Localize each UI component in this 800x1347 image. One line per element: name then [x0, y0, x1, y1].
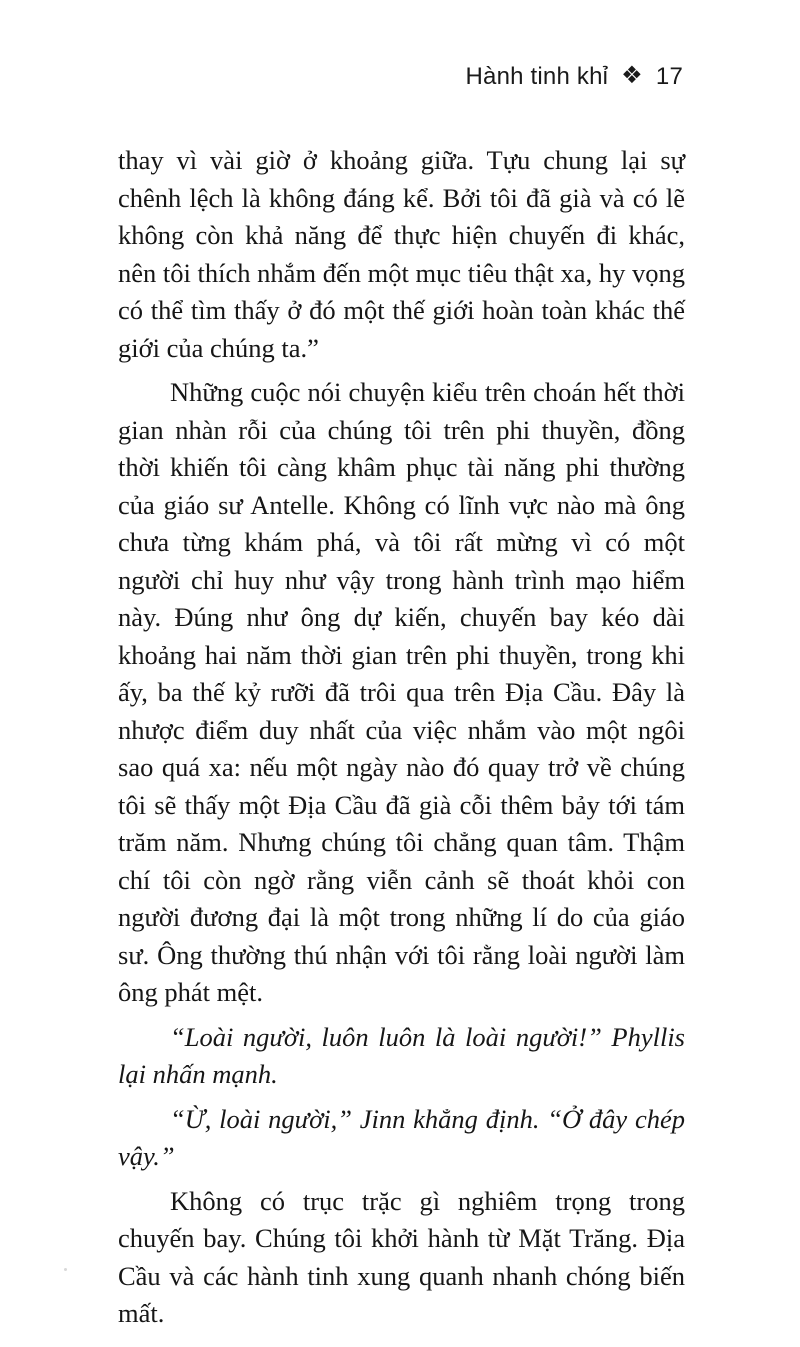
ornament-icon: ❖ — [621, 62, 643, 89]
page-number: 17 — [655, 62, 683, 90]
running-header — [465, 62, 683, 91]
paragraph-continuation: thay vì vài giờ ở khoảng giữa. Tựu chung lại sự chênh lệch là không đáng kể. Bởi tôi đã già và có lẽ không còn khả năng để thực hiện chuyến đi khác, nên tôi thích nhắm đến một mục tiêu thật xa, hy vọng có thể tìm thấy ở đó một thế giới hoàn toàn khác thế giới của chúng ta.” — [118, 145, 685, 363]
paragraph-jinn-quote: “Ừ, loài người,” Jinn khẳng định. “Ở đây chép vậy.” — [118, 1103, 685, 1171]
scan-speck — [64, 1268, 67, 1271]
body-text — [118, 142, 685, 1333]
chapter-title: Hành tinh khỉ — [465, 62, 609, 90]
paragraph-flight: Không có trục trặc gì nghiêm trọng trong chuyến bay. Chúng tôi khởi hành từ Mặt Trăng. Địa Cầu và các hành tinh xung quanh nhanh chóng biến mất. — [118, 1185, 685, 1328]
paragraph-narrative: Những cuộc nói chuyện kiểu trên choán hết thời gian nhàn rỗi của chúng tôi trên phi thuyền, đồng thời khiến tôi càng khâm phục tài năng phi thường của giáo sư Antelle. Không có lĩnh vực nào mà ông chưa từng khám phá, và tôi rất mừng vì có một người chỉ huy như vậy trong hành trình mạo hiểm này. Đúng như ông dự kiến, chuyến bay kéo dài khoảng hai năm thời gian trên phi thuyền, trong khi ấy, ba thế kỷ rưỡi đã trôi qua trên Địa Cầu. Đây là nhược điểm duy nhất của việc nhắm vào một ngôi sao quá xa: nếu một ngày nào đó quay trở về chúng tôi sẽ thấy một Địa Cầu đã già cỗi thêm bảy tới tám trăm năm. Nhưng chúng tôi chẳng quan tâm. Thậm chí tôi còn ngờ rằng viễn cảnh sẽ thoát khỏi con người đương đại là một trong những lí do của giáo sư. Ông thường thú nhận với tôi rằng loài người làm ông phát mệt. — [118, 377, 685, 1007]
paragraph-phyllis-quote: “Loài người, luôn luôn là loài người!” Phyllis lại nhấn mạnh. — [118, 1021, 685, 1089]
